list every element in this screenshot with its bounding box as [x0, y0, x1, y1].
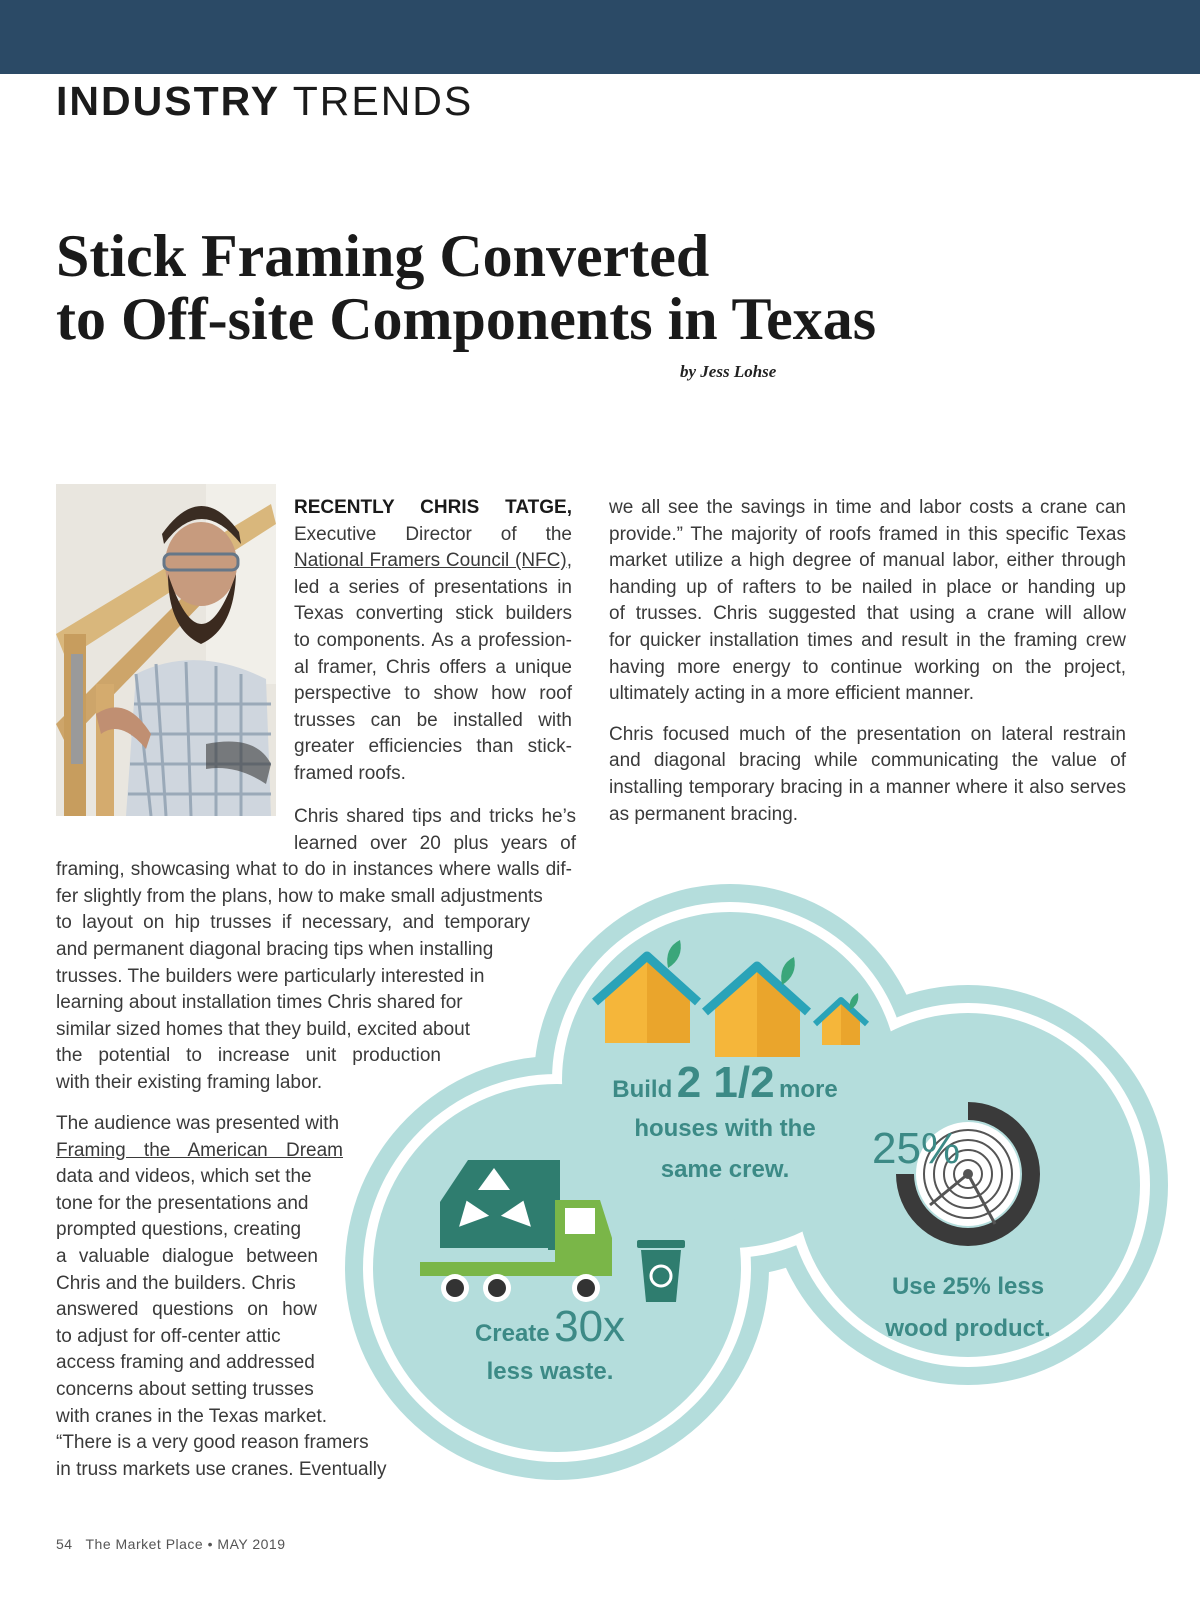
- paragraph-1-line: led a series of presentations in: [294, 576, 572, 598]
- paragraph-1-line: al framer, Chris offers a unique: [294, 656, 572, 678]
- waste-stat-value: 30x: [554, 1302, 626, 1351]
- column-2-line: and diagonal bracing while communicating the value of: [609, 750, 1126, 772]
- paragraph-2-line: learned over 20 plus years of: [294, 832, 576, 854]
- paragraph-3-line: in truss markets use cranes. Eventually: [56, 1458, 387, 1480]
- issue-date: MAY 2019: [217, 1536, 286, 1552]
- paragraph-2-line: fer slightly from the plans, how to make small adjustments: [56, 885, 543, 907]
- paragraph-1-line: to components. As a profession-: [294, 629, 572, 651]
- waste-stat: [440, 1302, 660, 1392]
- paragraph-3-line: concerns about setting trusses: [56, 1378, 314, 1400]
- paragraph-1-line: greater efficiencies than stick-: [294, 736, 572, 758]
- paragraph-3-line: to adjust for off-center attic: [56, 1325, 281, 1347]
- byline: by Jess Lohse: [680, 362, 777, 381]
- paragraph-1-line: framed roofs.: [294, 762, 406, 784]
- houses-stat-value: 2 1/2: [676, 1058, 775, 1107]
- paragraph-2-line: Chris shared tips and tricks he’s: [294, 806, 576, 827]
- waste-stat-line2: less waste.: [486, 1358, 614, 1385]
- paragraph-3-line: with cranes in the Texas market.: [56, 1405, 328, 1427]
- column-2-line: for quicker installation times and result in the framing crew: [609, 629, 1126, 651]
- houses-stat-pre: Build: [612, 1076, 673, 1103]
- paragraph-3-line: a valuable dialogue between: [56, 1245, 318, 1267]
- column-2-line: as permanent bracing.: [609, 803, 799, 825]
- publication-name: The Market Place: [85, 1536, 204, 1552]
- paragraph-2-line: similar sized homes that they build, excited about: [56, 1018, 470, 1040]
- column-2-line: we all see the savings in time and labor costs a crane can: [609, 497, 1126, 518]
- paragraph-3-line: answered questions on how: [56, 1299, 317, 1321]
- footer-separator: •: [207, 1536, 214, 1552]
- paragraph-1-line: trusses can be installed with: [294, 709, 572, 731]
- paragraph-3-line: Framing the American Dream: [56, 1139, 343, 1161]
- column-2-line: ultimately acting in a more efficient manner.: [609, 683, 975, 705]
- section-heading-light: TRENDS: [292, 78, 474, 124]
- column-2-line: installing temporary bracing in a manner where it also serves: [609, 776, 1126, 798]
- wood-stat-text: [848, 1266, 1088, 1350]
- waste-stat-pre: Create: [474, 1320, 550, 1347]
- column-2-line: provide.” The majority of roofs framed in this specific Texas: [609, 523, 1126, 545]
- page-footer: [56, 1536, 286, 1552]
- column-2-line: having more energy to continue working on the project,: [609, 656, 1126, 678]
- wood-stat-line1: Use 25% less: [891, 1273, 1045, 1300]
- page-number: 54: [56, 1536, 73, 1552]
- paragraph-3-line: data and videos, which set the: [56, 1166, 312, 1188]
- paragraph-1-line: RECENTLY CHRIS TATGE,: [294, 497, 572, 518]
- column-2-line: market utilize a high degree of manual labor, either through: [609, 550, 1126, 572]
- section-heading-bold: INDUSTRY: [56, 78, 281, 124]
- paragraph-3-line: The audience was presented with: [56, 1113, 340, 1134]
- wood-stat-line2: wood product.: [885, 1315, 1051, 1342]
- paragraph-2-line: the potential to increase unit production: [56, 1045, 441, 1067]
- paragraph-1-line: Executive Director of the: [294, 523, 572, 545]
- column-2-line: handing up of rafters to be nailed in place or handing up: [609, 576, 1126, 598]
- houses-stat: [590, 1058, 860, 1190]
- paragraph-2-line: trusses. The builders were particularly interested in: [56, 965, 485, 987]
- title-line-1: Stick Framing Converted: [56, 223, 710, 289]
- paragraph-1-line: Texas converting stick builders: [294, 603, 572, 625]
- paragraph-1-line: perspective to show how roof: [294, 683, 572, 705]
- column-2-line: Chris focused much of the presentation on lateral restrain: [609, 723, 1126, 745]
- paragraph-1-line: National Framers Council (NFC),: [294, 550, 572, 572]
- paragraph-3-line: Chris and the builders. Chris: [56, 1272, 296, 1294]
- houses-stat-line2: houses with the: [634, 1115, 816, 1142]
- paragraph-2-line: with their existing framing labor.: [56, 1071, 323, 1093]
- paragraph-2-line: framing, showcasing what to do in instances where walls dif-: [56, 859, 572, 881]
- wood-stat-value: 25%: [872, 1124, 961, 1173]
- column-2-line: of trusses. Chris suggested that using a crane will allow: [609, 603, 1126, 625]
- paragraph-3-line: access framing and addressed: [56, 1352, 315, 1374]
- paragraph-2-line: and permanent diagonal bracing tips when installing: [56, 938, 494, 960]
- paragraph-2-line: to layout on hip trusses if necessary, and temporary: [56, 912, 530, 934]
- paragraph-3-line: “There is a very good reason framers: [56, 1432, 369, 1454]
- paragraph-3-line: tone for the presentations and: [56, 1192, 309, 1214]
- houses-stat-post: more: [779, 1076, 838, 1103]
- paragraph-2-line: learning about installation times Chris shared for: [56, 992, 463, 1014]
- houses-stat-line3: same crew.: [660, 1156, 790, 1183]
- paragraph-3-line: prompted questions, creating: [56, 1219, 302, 1241]
- title-line-2: to Off-site Components in Texas: [56, 286, 877, 352]
